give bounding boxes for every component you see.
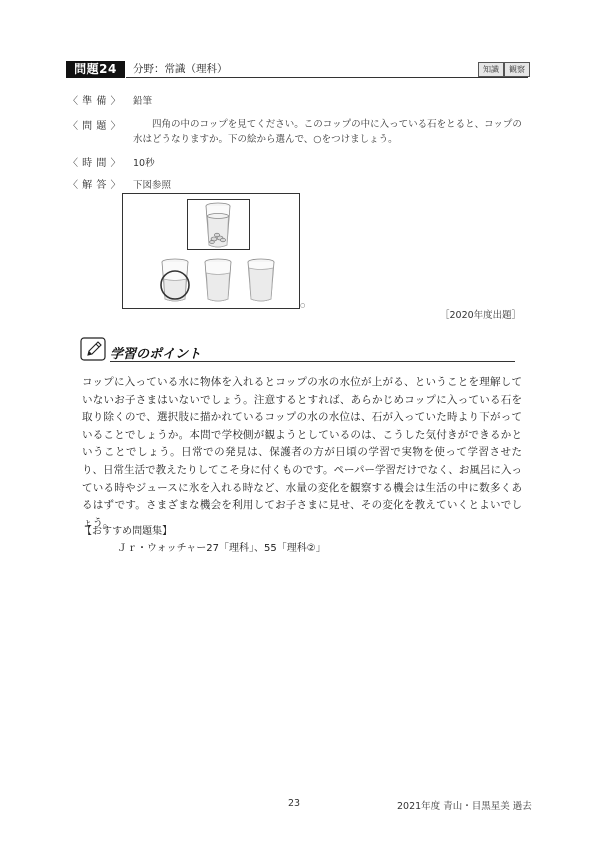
learning-point-title: 学習のポイント <box>110 347 202 362</box>
learning-point-rule <box>110 361 515 362</box>
tag-knowledge: 知識 <box>478 62 504 77</box>
tag-observation: 観察 <box>504 62 530 77</box>
footer-title: 2021年度 青山・目黒星美 過去 <box>397 801 532 812</box>
question-number-badge: 問題24 <box>66 61 125 78</box>
learning-point-body: コップに入っている水に物体を入れるとコップの水の水位が上がる、ということを理解していないお子さまはいないでしょう。注意するとすれば、あらかじめコップに入っている石を取り除くので、選択肢に描かれているコップの水の水位は、石が入っていた時より下がっていることでしょうか。本問で学校側が観ようとしているのは、こうした気付きができるかということでしょう。日常での発見は、保護者の方が日頃の学習で実物を使って学習させたり、日常生活で教えたりしてこそ身に付くものです。ペーパー学習だけでなく、お風呂に入っている時やジュースに氷を入れる時など、水量の変化を観察する機会は生活の中に数多くあるはずです。さまざまな機会を利用してお子さまに見せ、その変化を教えていくとよいでしょう。 <box>82 376 522 529</box>
pencil-icon <box>80 337 106 361</box>
page-number: 23 <box>288 798 301 809</box>
choice-cup-3 <box>248 259 274 301</box>
time-value: 10秒 <box>133 158 155 169</box>
choice-cup-2 <box>205 259 231 301</box>
recommend-title: 【おすすめ問題集】 <box>82 526 173 537</box>
figure-mark: ○ <box>300 302 306 309</box>
question-label: 〈 問 題 〉 <box>68 121 122 132</box>
year-note: ［2020年度出題］ <box>440 310 522 321</box>
time-label: 〈 時 間 〉 <box>68 158 122 169</box>
prep-label: 〈 準 備 〉 <box>68 96 122 107</box>
answer-label: 〈 解 答 〉 <box>68 180 122 191</box>
prep-value: 鉛筆 <box>133 96 153 107</box>
answer-figure-drawing <box>120 193 300 311</box>
cup-with-stones <box>206 203 230 247</box>
category-label: 分野：常識（理科） <box>133 63 228 75</box>
header-rule <box>126 77 528 78</box>
question-text: 四角の中のコップを見てください。このコップの中に入っている石をとると、コップの水はどうなりますか。下の絵から選んで、○をつけましょう。 <box>133 119 522 145</box>
recommend-item: Ｊｒ・ウォッチャー27「理科」、55「理科②」 <box>117 543 326 554</box>
answer-value: 下図参照 <box>133 180 172 191</box>
